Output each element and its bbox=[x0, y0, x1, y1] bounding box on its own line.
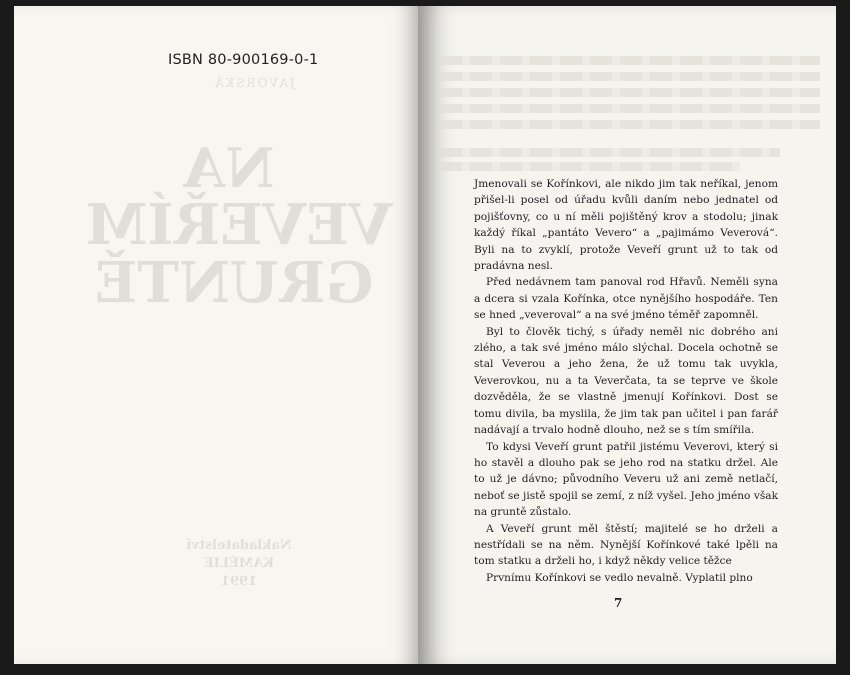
ghost-publisher-line-2: KAMÉLIE bbox=[203, 556, 275, 571]
page-number: 7 bbox=[614, 596, 623, 610]
show-through-line bbox=[440, 148, 780, 157]
ghost-title-line-2: VEVEŘÍM bbox=[85, 192, 393, 258]
ghost-title-line-3: GRUNTĚ bbox=[94, 250, 374, 316]
left-page bbox=[14, 6, 418, 664]
paragraph: Prvnímu Kořínkovi se vedlo nevalně. Vyplatil plno bbox=[486, 571, 753, 584]
paragraph: Před nedávnem tam panoval rod Hřavů. Neměli syna a dcera si vzala Kořínka, otce nynějšího hospodáře. Ten se hned „veveroval“ a na své jméno téměř zapomněl. bbox=[474, 276, 778, 322]
show-through-line bbox=[440, 88, 820, 97]
ghost-publisher-line-3: 1991 bbox=[220, 574, 258, 589]
paragraph: A Veveří grunt měl štěstí; majitelé se ho drželi a nestřídali se na něm. Nynější Kořínkové také lpěli na tom statku a drželi ho, i když někdy velice těžce bbox=[474, 522, 778, 568]
body-text bbox=[474, 176, 778, 586]
show-through-line bbox=[440, 72, 820, 81]
ghost-title-line-1: NA bbox=[183, 136, 275, 200]
show-through-line bbox=[440, 120, 820, 129]
show-through-line bbox=[440, 56, 820, 65]
ghost-publisher-line-1: Nakladatelství bbox=[186, 538, 292, 553]
ghost-author: JAVORSKÁ bbox=[213, 76, 295, 90]
paragraph: Byl to člověk tichý, s úřady neměl nic dobrého ani zlého, a tak své jméno málo slýchal. Docela ochotně se stal Veverou a jeho žena, že už tomu tak uvykla, Veverovkou, nu a ta Veverčata, ta se teprve ve škole dozvěděla, že se vlastně jmenují Kořínkovi. Dost se tomu divila, ba myslila, že jim tak pan učitel i pan farář nadávají a trvalo hodně dlouho, než se s tím smířila. bbox=[474, 325, 778, 437]
paragraph: Jmenovali se Kořínkovi, ale nikdo jim tak neříkal, jenom přišel-li posel od úřadu kvůli daním nebo jednatel od pojišťovny, co u ní měli pojištěný krov a stodolu; jinak každý říkal „pantáto Vevero“ a „pajimámo Veverová“. Byli na to zvyklí, protože Veveří grunt už to tak od pradávna nesl. bbox=[474, 178, 778, 273]
show-through-line bbox=[440, 104, 820, 113]
paragraph: To kdysi Veveří grunt patřil jistému Veverovi, který si ho stavěl a dlouho pak se jeho rod na statku držel. Ale to už je dávno; původního Veveru už ani země netlačí, neboť se jistě spojil se zemí, z níž vyšel. Jeho jméno však na gruntě zůstalo. bbox=[474, 440, 778, 519]
show-through-line bbox=[440, 162, 740, 171]
isbn-number: ISBN 80-900169-0-1 bbox=[168, 52, 319, 68]
